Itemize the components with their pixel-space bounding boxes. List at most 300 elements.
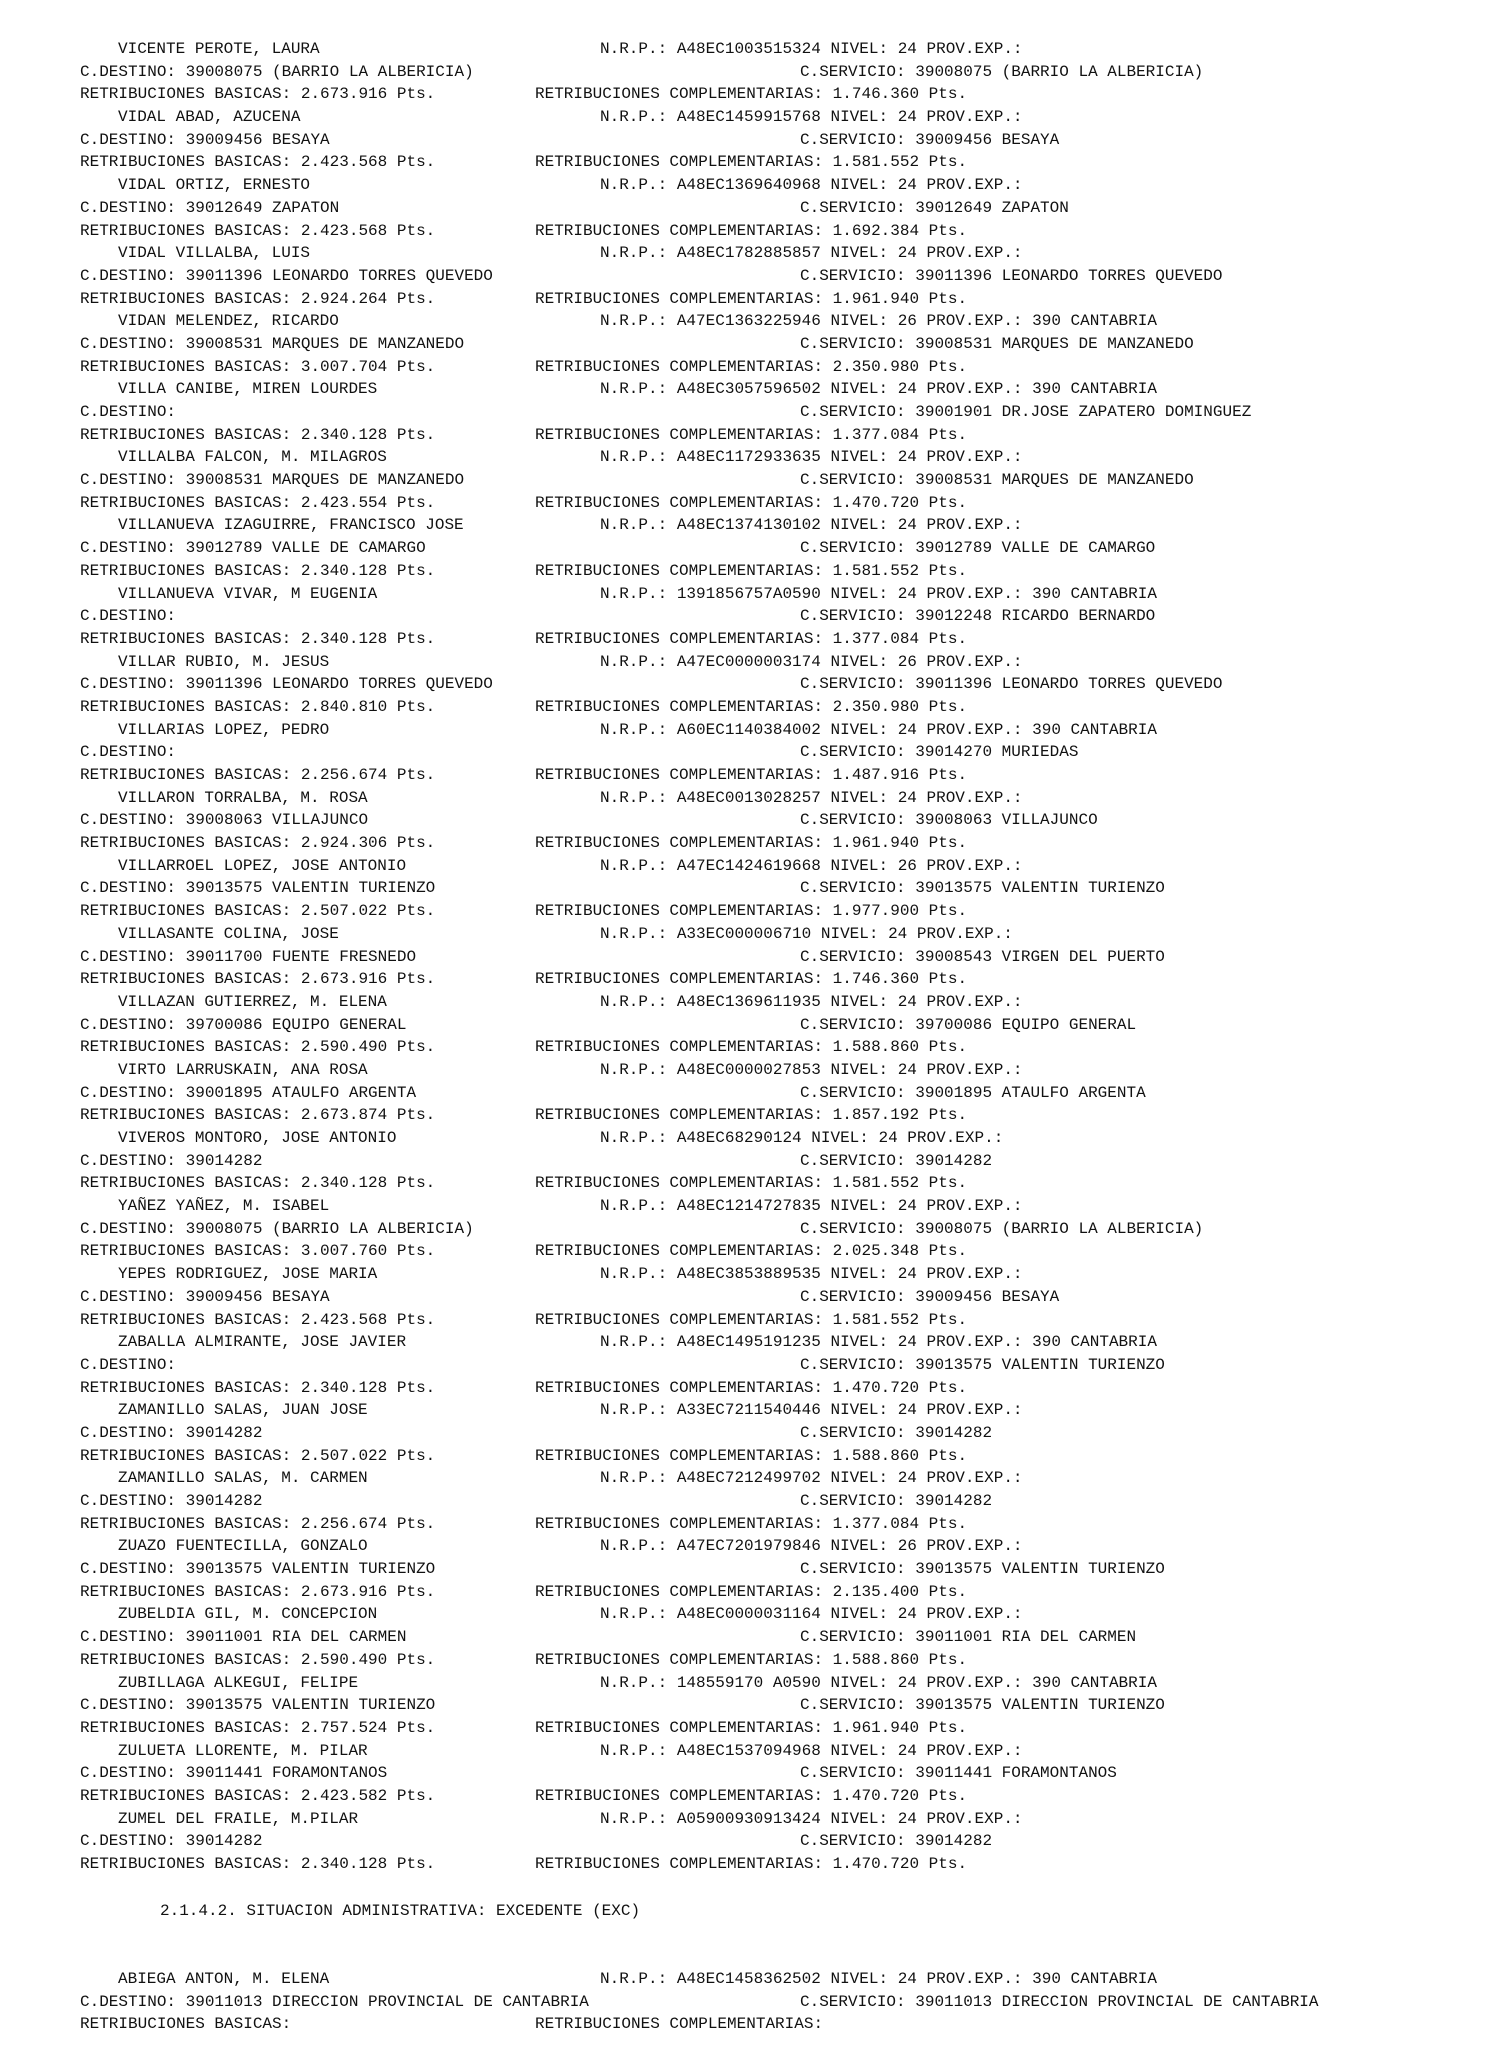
nivel-label: NIVEL:	[830, 1605, 889, 1624]
record-header-line	[80, 514, 1480, 537]
nrp-label: N.R.P.:	[600, 312, 668, 331]
prov-label: PROV.EXP.:	[926, 1809, 1023, 1828]
complementarias-value: 1.581.552 Pts.	[832, 153, 968, 172]
destino-label: C.DESTINO:	[80, 1355, 177, 1374]
destino-label: C.DESTINO:	[80, 811, 177, 830]
record-destino-line	[80, 469, 1480, 492]
nrp-value: A48EC3057596502	[676, 380, 821, 399]
servicio-label: C.SERVICIO:	[800, 1764, 906, 1783]
nrp-value: A33EC7211540446	[676, 1401, 821, 1420]
nrp-label: N.R.P.:	[600, 1197, 668, 1216]
prov-label: PROV.EXP.:	[926, 1673, 1023, 1692]
destino-label: C.DESTINO:	[80, 266, 177, 285]
record-header-line	[80, 242, 1480, 265]
destino-label: C.DESTINO:	[80, 879, 177, 898]
record-destino-line	[80, 877, 1480, 900]
destino-label: C.DESTINO:	[80, 1696, 177, 1715]
record-retribuciones-line	[80, 1309, 1480, 1332]
basicas-value: 2.340.128 Pts.	[300, 1174, 436, 1193]
employee-record	[80, 1672, 1480, 1740]
nivel-value: 26	[897, 652, 917, 671]
nrp-value: A48EC1369640968	[676, 176, 821, 195]
employee-name: VILLASANTE COLINA, JOSE	[118, 924, 339, 943]
destino-value: 39014282	[185, 1151, 263, 1170]
complementarias-value: 1.377.084 Pts.	[832, 629, 968, 648]
nrp-value: A48EC0000031164	[676, 1605, 821, 1624]
record-header-line	[80, 1331, 1480, 1354]
nrp-value: A48EC1003515324	[676, 40, 821, 58]
employee-name: ZUBILLAGA ALKEGUI, FELIPE	[118, 1673, 359, 1692]
prov-label: PROV.EXP.:	[926, 652, 1023, 671]
record-header-line	[80, 1535, 1480, 1558]
nivel-value: 24	[897, 1333, 917, 1352]
record-retribuciones-line	[80, 2013, 1480, 2036]
destino-label: C.DESTINO:	[80, 1764, 177, 1783]
basicas-label: RETRIBUCIONES BASICAS:	[80, 834, 292, 853]
servicio-label: C.SERVICIO:	[800, 1219, 906, 1238]
employee-record	[80, 446, 1480, 514]
nivel-label: NIVEL:	[830, 1265, 889, 1284]
nivel-value: 26	[897, 312, 917, 331]
destino-value: 39008075 (BARRIO LA ALBERICIA)	[185, 1219, 474, 1238]
record-header-line	[80, 1467, 1480, 1490]
basicas-value: 2.340.128 Pts.	[300, 1855, 436, 1873]
employee-record	[80, 106, 1480, 174]
nivel-label: NIVEL:	[830, 1060, 889, 1079]
record-header-line	[80, 310, 1480, 333]
destino-label: C.DESTINO:	[80, 1083, 177, 1102]
record-destino-line	[80, 265, 1480, 288]
prov-label: PROV.EXP.:	[926, 1741, 1023, 1760]
employee-name: YEPES RODRIGUEZ, JOSE MARIA	[118, 1265, 378, 1284]
employee-record	[80, 514, 1480, 582]
record-retribuciones-line	[80, 1172, 1480, 1195]
nivel-label: NIVEL:	[830, 176, 889, 195]
basicas-label: RETRIBUCIONES BASICAS:	[80, 1446, 292, 1465]
basicas-label: RETRIBUCIONES BASICAS:	[80, 561, 292, 580]
destino-label: C.DESTINO:	[80, 1287, 177, 1306]
employee-name: VICENTE PEROTE, LAURA	[118, 40, 320, 58]
record-header-line	[80, 1399, 1480, 1422]
record-destino-line	[80, 1422, 1480, 1445]
destino-value: 39700086 EQUIPO GENERAL	[185, 1015, 407, 1034]
complementarias-label: RETRIBUCIONES COMPLEMENTARIAS:	[535, 2015, 824, 2034]
nivel-label: NIVEL:	[830, 856, 889, 875]
record-header-line	[80, 719, 1480, 742]
nrp-label: N.R.P.:	[600, 40, 668, 58]
record-header-line	[80, 378, 1480, 401]
basicas-value: 2.673.874 Pts.	[300, 1106, 436, 1125]
complementarias-value: 2.350.980 Pts.	[832, 357, 968, 376]
employee-name: ZABALLA ALMIRANTE, JOSE JAVIER	[118, 1333, 407, 1352]
servicio-value: 39008543 VIRGEN DEL PUERTO	[915, 947, 1165, 966]
complementarias-label: RETRIBUCIONES COMPLEMENTARIAS:	[535, 357, 824, 376]
nrp-value: A05900930913424	[676, 1809, 821, 1828]
basicas-label: RETRIBUCIONES BASICAS:	[80, 1786, 292, 1805]
destino-label: C.DESTINO:	[80, 1992, 177, 2011]
record-retribuciones-line	[80, 968, 1480, 991]
servicio-value: 39011013 DIRECCION PROVINCIAL DE CANTABRIA	[915, 1992, 1319, 2011]
basicas-label: RETRIBUCIONES BASICAS:	[80, 1174, 292, 1193]
servicio-label: C.SERVICIO:	[800, 334, 906, 353]
basicas-label: RETRIBUCIONES BASICAS:	[80, 1855, 292, 1873]
basicas-value: 2.840.810 Pts.	[300, 697, 436, 716]
nrp-value: A48EC1458362502	[676, 1970, 821, 1988]
destino-value: 39008531 MARQUES DE MANZANEDO	[185, 334, 465, 353]
basicas-value: 2.423.568 Pts.	[300, 221, 436, 240]
nivel-label: NIVEL:	[820, 924, 879, 943]
record-retribuciones-line	[80, 900, 1480, 923]
servicio-label: C.SERVICIO:	[800, 743, 906, 762]
employee-record	[80, 378, 1480, 446]
servicio-value: 39014270 MURIEDAS	[915, 743, 1079, 762]
record-header-line	[80, 1740, 1480, 1763]
basicas-label: RETRIBUCIONES BASICAS:	[80, 493, 292, 512]
record-header-line	[80, 1127, 1480, 1150]
servicio-value: 39008063 VILLAJUNCO	[915, 811, 1098, 830]
servicio-value: 39014282	[915, 1423, 993, 1442]
destino-value: 39011013 DIRECCION PROVINCIAL DE CANTABRIA	[185, 1992, 589, 2011]
employee-record	[80, 1740, 1480, 1808]
employee-record	[80, 787, 1480, 855]
employee-record	[80, 1399, 1480, 1467]
basicas-value: 2.507.022 Pts.	[300, 1446, 436, 1465]
prov-value: 390 CANTABRIA	[1032, 380, 1157, 399]
servicio-label: C.SERVICIO:	[800, 675, 906, 694]
record-header-line	[80, 651, 1480, 674]
destino-label: C.DESTINO:	[80, 198, 177, 217]
record-destino-line	[80, 1354, 1480, 1377]
nrp-label: N.R.P.:	[600, 1060, 668, 1079]
record-retribuciones-line	[80, 628, 1480, 651]
destino-label: C.DESTINO:	[80, 403, 177, 421]
prov-value: 390 CANTABRIA	[1032, 584, 1157, 603]
prov-label: PROV.EXP.:	[926, 108, 1023, 127]
prov-label: PROV.EXP.:	[926, 1469, 1023, 1488]
destino-label: C.DESTINO:	[80, 1560, 177, 1579]
employee-name: ZAMANILLO SALAS, M. CARMEN	[118, 1469, 368, 1488]
record-destino-line	[80, 197, 1480, 220]
record-retribuciones-line	[80, 1377, 1480, 1400]
prov-value: 390 CANTABRIA	[1032, 312, 1157, 331]
destino-value: 39011001 RIA DEL CARMEN	[185, 1628, 407, 1647]
prov-label: PROV.EXP.:	[926, 516, 1023, 535]
destino-value: 39008075 (BARRIO LA ALBERICIA)	[185, 62, 474, 81]
prov-value: 390 CANTABRIA	[1032, 1333, 1157, 1352]
complementarias-value: 1.470.720 Pts.	[832, 1378, 968, 1397]
complementarias-label: RETRIBUCIONES COMPLEMENTARIAS:	[535, 834, 824, 853]
basicas-value: 2.423.568 Pts.	[300, 1310, 436, 1329]
nrp-value: A33EC000006710	[676, 924, 812, 943]
nrp-label: N.R.P.:	[600, 1673, 668, 1692]
nivel-value: 24	[897, 1197, 917, 1216]
destino-value: 39014282	[185, 1423, 263, 1442]
employee-record	[80, 651, 1480, 719]
record-retribuciones-line	[80, 1717, 1480, 1740]
prov-label: PROV.EXP.:	[926, 856, 1023, 875]
employee-name: ABIEGA ANTON, M. ELENA	[118, 1970, 330, 1988]
basicas-label: RETRIBUCIONES BASICAS:	[80, 2015, 292, 2034]
nrp-value: A48EC1537094968	[676, 1741, 821, 1760]
nivel-label: NIVEL:	[830, 380, 889, 399]
basicas-label: RETRIBUCIONES BASICAS:	[80, 1582, 292, 1601]
employee-name: VIDAL VILLALBA, LUIS	[118, 244, 311, 263]
nrp-label: N.R.P.:	[600, 516, 668, 535]
employee-record	[80, 855, 1480, 923]
nivel-value: 24	[897, 1970, 917, 1988]
basicas-label: RETRIBUCIONES BASICAS:	[80, 153, 292, 172]
record-retribuciones-line	[80, 1581, 1480, 1604]
nivel-value: 24	[897, 176, 917, 195]
destino-value: 39013575 VALENTIN TURIENZO	[185, 879, 436, 898]
complementarias-value: 1.692.384 Pts.	[832, 221, 968, 240]
complementarias-label: RETRIBUCIONES COMPLEMENTARIAS:	[535, 1514, 824, 1533]
nivel-value: 26	[897, 856, 917, 875]
employee-name: VILLARON TORRALBA, M. ROSA	[118, 788, 368, 807]
complementarias-value: 2.135.400 Pts.	[832, 1582, 968, 1601]
destino-label: C.DESTINO:	[80, 1423, 177, 1442]
servicio-label: C.SERVICIO:	[800, 1151, 906, 1170]
record-destino-line	[80, 401, 1480, 424]
basicas-label: RETRIBUCIONES BASICAS:	[80, 1650, 292, 1669]
prov-label: PROV.EXP.:	[926, 1970, 1023, 1988]
basicas-value: 2.340.128 Pts.	[300, 425, 436, 444]
destino-label: C.DESTINO:	[80, 1219, 177, 1238]
record-destino-line	[80, 1762, 1480, 1785]
prov-label: PROV.EXP.:	[926, 584, 1023, 603]
nrp-label: N.R.P.:	[600, 584, 668, 603]
employee-record	[80, 242, 1480, 310]
complementarias-value: 1.470.720 Pts.	[832, 493, 968, 512]
basicas-value: 2.924.306 Pts.	[300, 834, 436, 853]
record-destino-line	[80, 1082, 1480, 1105]
basicas-value: 2.340.128 Pts.	[300, 1378, 436, 1397]
record-retribuciones-line	[80, 1240, 1480, 1263]
prov-value: 390 CANTABRIA	[1032, 1673, 1157, 1692]
nrp-value: A48EC1459915768	[676, 108, 821, 127]
servicio-label: C.SERVICIO:	[800, 1560, 906, 1579]
employee-name: VILLARROEL LOPEZ, JOSE ANTONIO	[118, 856, 407, 875]
complementarias-value: 1.961.940 Pts.	[832, 834, 968, 853]
employee-name: VIDAL ABAD, AZUCENA	[118, 108, 301, 127]
prov-label: PROV.EXP.:	[907, 1129, 1004, 1147]
employee-name: VILLAZAN GUTIERREZ, M. ELENA	[118, 992, 387, 1011]
servicio-value: 39011001 RIA DEL CARMEN	[915, 1628, 1137, 1647]
complementarias-value: 1.977.900 Pts.	[832, 902, 968, 921]
complementarias-label: RETRIBUCIONES COMPLEMENTARIAS:	[535, 697, 824, 716]
basicas-value: 2.423.582 Pts.	[300, 1786, 436, 1805]
basicas-label: RETRIBUCIONES BASICAS:	[80, 425, 292, 444]
servicio-label: C.SERVICIO:	[800, 62, 906, 81]
basicas-label: RETRIBUCIONES BASICAS:	[80, 221, 292, 240]
nrp-value: A48EC3853889535	[676, 1265, 821, 1284]
servicio-label: C.SERVICIO:	[800, 1287, 906, 1306]
complementarias-label: RETRIBUCIONES COMPLEMENTARIAS:	[535, 425, 824, 444]
servicio-value: 39014282	[915, 1832, 993, 1851]
nivel-label: NIVEL:	[830, 516, 889, 535]
basicas-label: RETRIBUCIONES BASICAS:	[80, 1718, 292, 1737]
nivel-label: NIVEL:	[830, 1469, 889, 1488]
complementarias-value: 1.581.552 Pts.	[832, 1174, 968, 1193]
servicio-value: 39013575 VALENTIN TURIENZO	[915, 879, 1165, 898]
servicio-label: C.SERVICIO:	[800, 947, 906, 966]
nivel-value: 24	[897, 1265, 917, 1284]
servicio-value: 39001901 DR.JOSE ZAPATERO DOMINGUEZ	[915, 403, 1252, 421]
complementarias-value: 2.025.348 Pts.	[832, 1242, 968, 1261]
nrp-value: A48EC0013028257	[676, 788, 821, 807]
destino-value: 39012789 VALLE DE CAMARGO	[185, 539, 426, 558]
record-header-line	[80, 1968, 1480, 1991]
servicio-label: C.SERVICIO:	[800, 1696, 906, 1715]
nrp-value: 148559170 A0590	[676, 1673, 821, 1692]
nivel-value: 24	[897, 244, 917, 263]
destino-value: 39011441 FORAMONTANOS	[185, 1764, 388, 1783]
nrp-value: A48EC1214727835	[676, 1197, 821, 1216]
prov-label: PROV.EXP.:	[926, 448, 1023, 467]
complementarias-label: RETRIBUCIONES COMPLEMENTARIAS:	[535, 1038, 824, 1057]
record-destino-line	[80, 1694, 1480, 1717]
nivel-value: 24	[897, 584, 917, 603]
complementarias-value: 1.377.084 Pts.	[832, 425, 968, 444]
servicio-value: 39009456 BESAYA	[915, 130, 1060, 149]
record-destino-line	[80, 1830, 1480, 1853]
complementarias-value: 1.961.940 Pts.	[832, 1718, 968, 1737]
basicas-label: RETRIBUCIONES BASICAS:	[80, 1378, 292, 1397]
prov-label: PROV.EXP.:	[926, 1197, 1023, 1216]
record-header-line	[80, 787, 1480, 810]
complementarias-value: 1.470.720 Pts.	[832, 1786, 968, 1805]
nrp-label: N.R.P.:	[600, 1333, 668, 1352]
basicas-label: RETRIBUCIONES BASICAS:	[80, 629, 292, 648]
complementarias-value: 1.857.192 Pts.	[832, 1106, 968, 1125]
employee-record	[80, 310, 1480, 378]
servicio-value: 39008075 (BARRIO LA ALBERICIA)	[915, 62, 1204, 81]
nivel-label: NIVEL:	[830, 448, 889, 467]
basicas-value: 2.340.128 Pts.	[300, 561, 436, 580]
complementarias-label: RETRIBUCIONES COMPLEMENTARIAS:	[535, 1378, 824, 1397]
complementarias-label: RETRIBUCIONES COMPLEMENTARIAS:	[535, 766, 824, 784]
employee-record	[80, 1127, 1480, 1195]
nivel-label: NIVEL:	[830, 788, 889, 807]
basicas-value: 3.007.704 Pts.	[300, 357, 436, 376]
nrp-value: A47EC7201979846	[676, 1537, 821, 1556]
complementarias-label: RETRIBUCIONES COMPLEMENTARIAS:	[535, 1310, 824, 1329]
nrp-label: N.R.P.:	[600, 176, 668, 195]
nrp-label: N.R.P.:	[600, 652, 668, 671]
complementarias-label: RETRIBUCIONES COMPLEMENTARIAS:	[535, 629, 824, 648]
complementarias-label: RETRIBUCIONES COMPLEMENTARIAS:	[535, 1855, 824, 1873]
employee-name: VILLALBA FALCON, M. MILAGROS	[118, 448, 387, 467]
nivel-label: NIVEL:	[830, 720, 889, 739]
servicio-label: C.SERVICIO:	[800, 1628, 906, 1647]
record-retribuciones-line	[80, 696, 1480, 719]
record-destino-line	[80, 1014, 1480, 1037]
record-destino-line	[80, 1490, 1480, 1513]
nivel-label: NIVEL:	[830, 1333, 889, 1352]
employee-name: ZUBELDIA GIL, M. CONCEPCION	[118, 1605, 378, 1624]
employee-name: VIDAL ORTIZ, ERNESTO	[118, 176, 311, 195]
destino-value: 39009456 BESAYA	[185, 130, 330, 149]
nivel-value: 24	[897, 1469, 917, 1488]
destino-value: 39008531 MARQUES DE MANZANEDO	[185, 471, 465, 490]
record-retribuciones-line	[80, 1104, 1480, 1127]
nivel-label: NIVEL:	[830, 992, 889, 1011]
nrp-value: A48EC1172933635	[676, 448, 821, 467]
basicas-value: 2.340.128 Pts.	[300, 629, 436, 648]
prov-label: PROV.EXP.:	[926, 1605, 1023, 1624]
nrp-value: A47EC1424619668	[676, 856, 821, 875]
employee-record	[80, 991, 1480, 1059]
nivel-label: NIVEL:	[830, 244, 889, 263]
nrp-value: A48EC0000027853	[676, 1060, 821, 1079]
servicio-value: 39013575 VALENTIN TURIENZO	[915, 1355, 1165, 1374]
nrp-value: A48EC1495191235	[676, 1333, 821, 1352]
employee-record	[80, 38, 1480, 106]
record-retribuciones-line	[80, 764, 1480, 787]
nivel-value: 24	[897, 1673, 917, 1692]
nrp-label: N.R.P.:	[600, 1265, 668, 1284]
employee-record	[80, 719, 1480, 787]
complementarias-value: 1.581.552 Pts.	[832, 1310, 968, 1329]
complementarias-value: 1.961.940 Pts.	[832, 289, 968, 308]
record-destino-line	[80, 946, 1480, 969]
destino-value: 39008063 VILLAJUNCO	[185, 811, 369, 830]
destino-label: C.DESTINO:	[80, 1015, 177, 1034]
complementarias-value: 1.746.360 Pts.	[832, 85, 968, 104]
nivel-value: 24	[897, 448, 917, 467]
record-header-line	[80, 1603, 1480, 1626]
record-destino-line	[80, 333, 1480, 356]
servicio-value: 39013575 VALENTIN TURIENZO	[915, 1560, 1165, 1579]
servicio-label: C.SERVICIO:	[800, 266, 906, 285]
employee-name: YAÑEZ YAÑEZ, M. ISABEL	[118, 1197, 330, 1216]
record-retribuciones-line	[80, 492, 1480, 515]
record-retribuciones-line	[80, 1785, 1480, 1808]
record-retribuciones-line	[80, 83, 1480, 106]
nrp-value: A47EC1363225946	[676, 312, 821, 331]
nivel-value: 24	[897, 1741, 917, 1760]
servicio-label: C.SERVICIO:	[800, 198, 906, 217]
nrp-label: N.R.P.:	[600, 1129, 668, 1147]
nrp-label: N.R.P.:	[600, 720, 668, 739]
basicas-label: RETRIBUCIONES BASICAS:	[80, 1514, 292, 1533]
servicio-label: C.SERVICIO:	[800, 811, 906, 830]
servicio-value: 39700086 EQUIPO GENERAL	[915, 1015, 1137, 1034]
prov-label: PROV.EXP.:	[926, 312, 1023, 331]
complementarias-label: RETRIBUCIONES COMPLEMENTARIAS:	[535, 970, 824, 989]
destino-label: C.DESTINO:	[80, 1832, 177, 1851]
nrp-label: N.R.P.:	[600, 1741, 668, 1760]
nivel-value: 26	[897, 1537, 917, 1556]
basicas-value: 2.507.022 Pts.	[300, 902, 436, 921]
nrp-value: A60EC1140384002	[676, 720, 821, 739]
servicio-label: C.SERVICIO:	[800, 1083, 906, 1102]
record-header-line	[80, 1672, 1480, 1695]
destino-label: C.DESTINO:	[80, 471, 177, 490]
record-list	[80, 38, 1480, 1876]
employee-record	[80, 1263, 1480, 1331]
destino-label: C.DESTINO:	[80, 1151, 177, 1170]
basicas-value: 2.673.916 Pts.	[300, 970, 436, 989]
complementarias-value: 1.746.360 Pts.	[832, 970, 968, 989]
basicas-value: 2.590.490 Pts.	[300, 1650, 436, 1669]
nivel-label: NIVEL:	[830, 1197, 889, 1216]
basicas-label: RETRIBUCIONES BASICAS:	[80, 766, 292, 784]
nivel-value: 24	[878, 1129, 898, 1147]
employee-record	[80, 1195, 1480, 1263]
record-retribuciones-line	[80, 288, 1480, 311]
prov-label: PROV.EXP.:	[926, 40, 1023, 58]
